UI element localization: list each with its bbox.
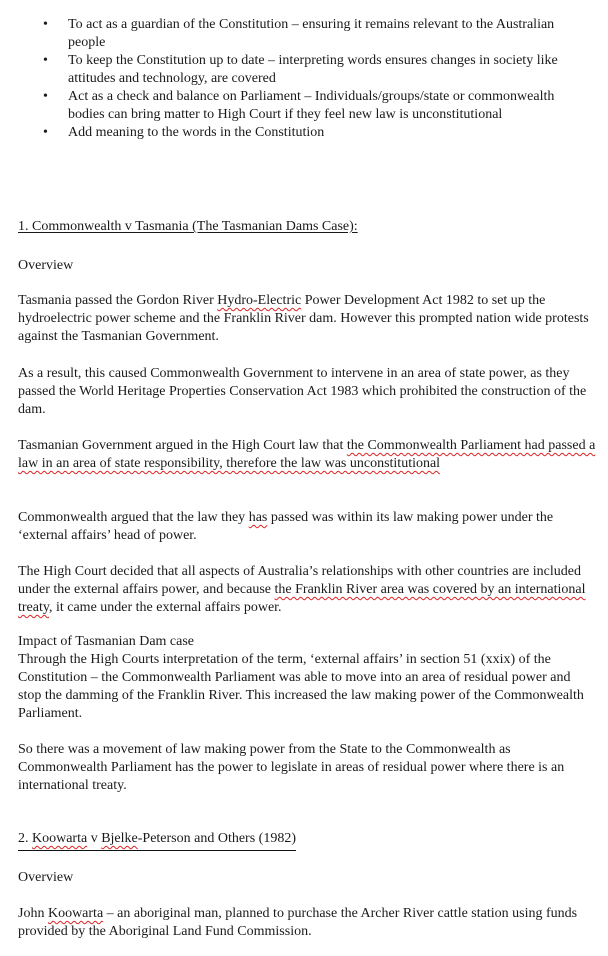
bullet-item: • To keep the Constitution up to date – interpreting words ensures changes in society like attitudes and technology, are covered bbox=[43, 53, 558, 86]
case1-overview-label: Overview bbox=[18, 258, 74, 273]
role-bullet-list bbox=[0, 16, 608, 142]
grammar-flag: the Franklin River area was covered by an international treaty bbox=[18, 582, 586, 615]
case1-paragraph-5: The High Court decided that all aspects of Australia’s relationships with other countries are included under the external affairs power, and because the Franklin River area was covered by an international treaty, it came under the external affairs power. bbox=[18, 564, 586, 615]
bullet-item: • Add meaning to the words in the Constitution bbox=[43, 125, 325, 140]
grammar-flag: the Commonwealth Parliament had passed a law in an area of state responsibility, therefore the law was unconstitutional bbox=[18, 438, 596, 471]
case2-paragraph-1: John Koowarta – an aboriginal man, planned to purchase the Archer River cattle station using funds provided by the Aboriginal Land Fund Commission. bbox=[18, 906, 578, 939]
bullet-item: • To act as a guardian of the Constitution – ensuring it remains relevant to the Australian people bbox=[43, 17, 555, 50]
spelling-flag: Bjelke bbox=[101, 831, 138, 846]
case1-paragraph-7: So there was a movement of law making power from the State to the Commonwealth as Commonwealth Parliament has the power to legislate in areas of residual power where there is an international treaty. bbox=[18, 742, 565, 793]
spelling-flag: Koowarta bbox=[47, 906, 104, 921]
case1-paragraph-2: As a result, this caused Commonwealth Government to intervene in an area of state power, as they passed the World Heritage Properties Conservation Act 1983 which prohibited the construction of the dam. bbox=[18, 366, 587, 417]
case2-heading-underline: 2. Koowarta v Bjelke-Peterson and Others (1982) bbox=[18, 830, 296, 851]
case2-heading bbox=[18, 830, 596, 851]
spelling-flag: Koowarta bbox=[32, 831, 88, 846]
bullet-icon: • bbox=[43, 125, 48, 140]
case1-impact-label: Impact of Tasmanian Dam case bbox=[18, 634, 195, 649]
spelling-flag: Hydro-Electric bbox=[217, 293, 302, 308]
case1-paragraph-3: Tasmanian Government argued in the High Court law that the Commonwealth Parliament had passed a law in an area of state responsibility, therefore the law was unconstitutional bbox=[18, 438, 596, 471]
bullet-icon: • bbox=[43, 53, 48, 68]
bullet-item: • Act as a check and balance on Parliament – Individuals/groups/state or commonwealth bodies can bring matter to High Court if they feel new law is unconstitutional bbox=[43, 89, 555, 122]
bullet-icon: • bbox=[43, 17, 48, 32]
case1-paragraph-6: Through the High Courts interpretation of the term, ‘external affairs’ in section 51 (xxix) of the Constitution – the Commonwealth Parliament was able to move into an area of residual power and stop the damming of the Franklin River. This increased the law making power of the Commonwealth Parliament. bbox=[18, 652, 584, 721]
grammar-flag: has bbox=[248, 510, 268, 525]
case1-paragraph-1: Tasmania passed the Gordon River Hydro-Electric Power Development Act 1982 to set up the hydroelectric power scheme and the Franklin River dam. However this prompted nation wide protests against the Tasmanian Government. bbox=[18, 293, 589, 344]
case2-overview-label: Overview bbox=[18, 870, 74, 885]
case1-heading: 1. Commonwealth v Tasmania (The Tasmanian Dams Case): bbox=[18, 219, 358, 234]
bullet-icon: • bbox=[43, 89, 48, 104]
case1-paragraph-4: Commonwealth argued that the law they has passed was within its law making power under the ‘external affairs’ head of power. bbox=[18, 510, 554, 543]
